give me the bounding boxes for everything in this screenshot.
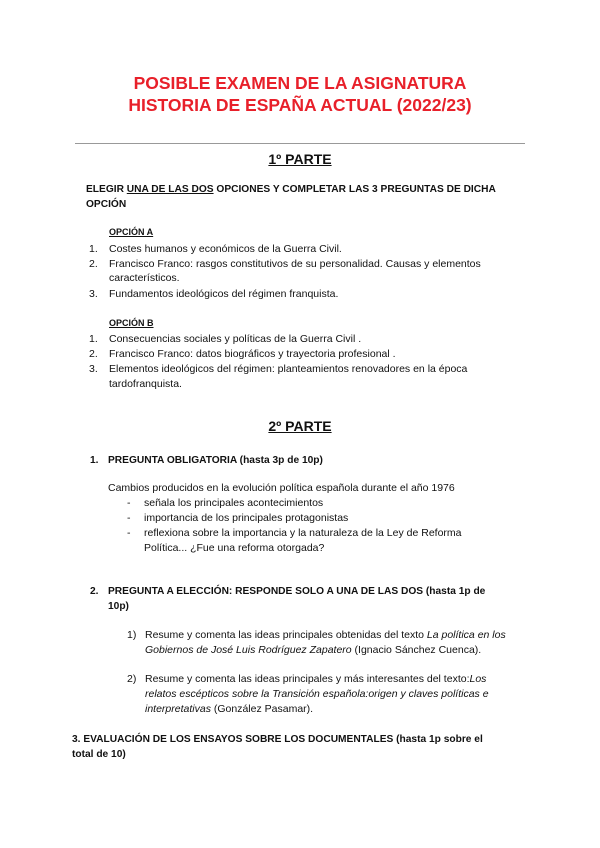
q2-title-line-1: PREGUNTA A ELECCIÓN: RESPONDE SOLO A UNA DE LAS DOS (hasta 1p de [108, 586, 486, 597]
q2-sub-1-num: 1) [127, 629, 137, 641]
part-1-heading: 1º PARTE [268, 151, 332, 167]
q2-sub-1-line-2 [145, 643, 481, 658]
q3-line-2: total de 10) [72, 749, 126, 760]
instruction-text-post: OPCIONES Y COMPLETAR LAS 3 PREGUNTAS DE DICHA [213, 184, 496, 195]
q2-sub-2-italic-1: Los [469, 673, 487, 685]
option-a-item-3-num: 3. [89, 288, 98, 300]
option-a-item-1-num: 1. [89, 243, 98, 255]
part-2-heading: 2º PARTE [268, 418, 332, 434]
part-1-instruction [86, 182, 546, 197]
option-a-item-1: Costes humanos y económicos de la Guerra Civil. [109, 243, 342, 255]
q1-bullet-3: reflexiona sobre la importancia y la naturaleza de la Ley de Reforma [144, 527, 462, 539]
q2-num: 2. [90, 586, 99, 597]
q2-sub-2-num: 2) [127, 673, 137, 685]
part-1-instruction-line-2: OPCIÓN [86, 199, 127, 210]
q2-sub-1-italic-1: La política en los [426, 629, 506, 641]
bullet-dash: - [127, 527, 131, 539]
title-line-2: HISTORIA DE ESPAÑA ACTUAL (2022/23) [128, 95, 472, 115]
instruction-text-underlined: UNA DE LAS DOS [126, 184, 214, 195]
option-b-item-3-cont: tardofranquista. [109, 378, 182, 390]
option-b-item-1: Consecuencias sociales y políticas de la Guerra Civil . [109, 333, 362, 345]
q2-sub-2-pre: Resume y comenta las ideas principales y más interesantes del texto: [145, 673, 470, 685]
q1-bullet-1: señala los principales acontecimientos [144, 497, 324, 509]
q1-intro: Cambios producidos en la evolución política española durante el año 1976 [108, 482, 455, 494]
option-b-item-3-num: 3. [89, 363, 98, 375]
q2-sub-2-post: (González Pasamar). [210, 703, 314, 715]
option-b-item-1-num: 1. [89, 333, 98, 345]
option-b-item-2-num: 2. [89, 348, 98, 360]
q1-num: 1. [90, 455, 99, 466]
bullet-dash: - [127, 512, 131, 524]
option-b-label: OPCIÓN B [109, 318, 154, 328]
q2-sub-2-line-3 [145, 702, 313, 717]
q2-sub-2-line-1 [145, 672, 535, 687]
q2-sub-2-italic-2: relatos escépticos sobre la Transición española:origen y claves políticas e [145, 688, 489, 700]
option-a-item-3: Fundamentos ideológicos del régimen franquista. [109, 288, 339, 300]
q3-line-1: 3. EVALUACIÓN DE LOS ENSAYOS SOBRE LOS DOCUMENTALES (hasta 1p sobre el [72, 734, 483, 745]
bullet-dash: - [127, 497, 131, 509]
q2-sub-1-line-1 [145, 628, 535, 643]
option-a-item-2-cont: característicos. [109, 272, 180, 284]
q2-title-line-2: 10p) [108, 601, 129, 612]
q1-title: PREGUNTA OBLIGATORIA (hasta 3p de 10p) [108, 455, 323, 466]
q2-sub-1-pre: Resume y comenta las ideas principales obtenidas del texto [145, 629, 427, 641]
option-b-item-2: Francisco Franco: datos biográficos y trayectoria profesional . [109, 348, 396, 360]
q2-sub-2-italic-3: interpretativas [145, 703, 211, 715]
option-a-label: OPCIÓN A [109, 227, 154, 237]
title-line-1: POSIBLE EXAMEN DE LA ASIGNATURA [133, 73, 467, 93]
option-a-item-2-num: 2. [89, 258, 98, 270]
q2-sub-1-italic-2: Gobiernos de José Luis Rodríguez Zapatero [145, 644, 352, 656]
option-a-item-2: Francisco Franco: rasgos constitutivos de su personalidad. Causas y elementos [109, 258, 481, 270]
instruction-text-pre: ELEGIR [86, 184, 127, 195]
q2-sub-2-line-2 [145, 687, 489, 702]
q1-bullet-2: importancia de los principales protagonistas [144, 512, 349, 524]
divider [75, 143, 525, 144]
option-b-item-3: Elementos ideológicos del régimen: planteamientos renovadores en la época [109, 363, 468, 375]
q2-sub-1-post: (Ignacio Sánchez Cuenca). [351, 644, 482, 656]
q1-bullet-3-cont: Política... ¿Fue una reforma otorgada? [144, 542, 325, 554]
